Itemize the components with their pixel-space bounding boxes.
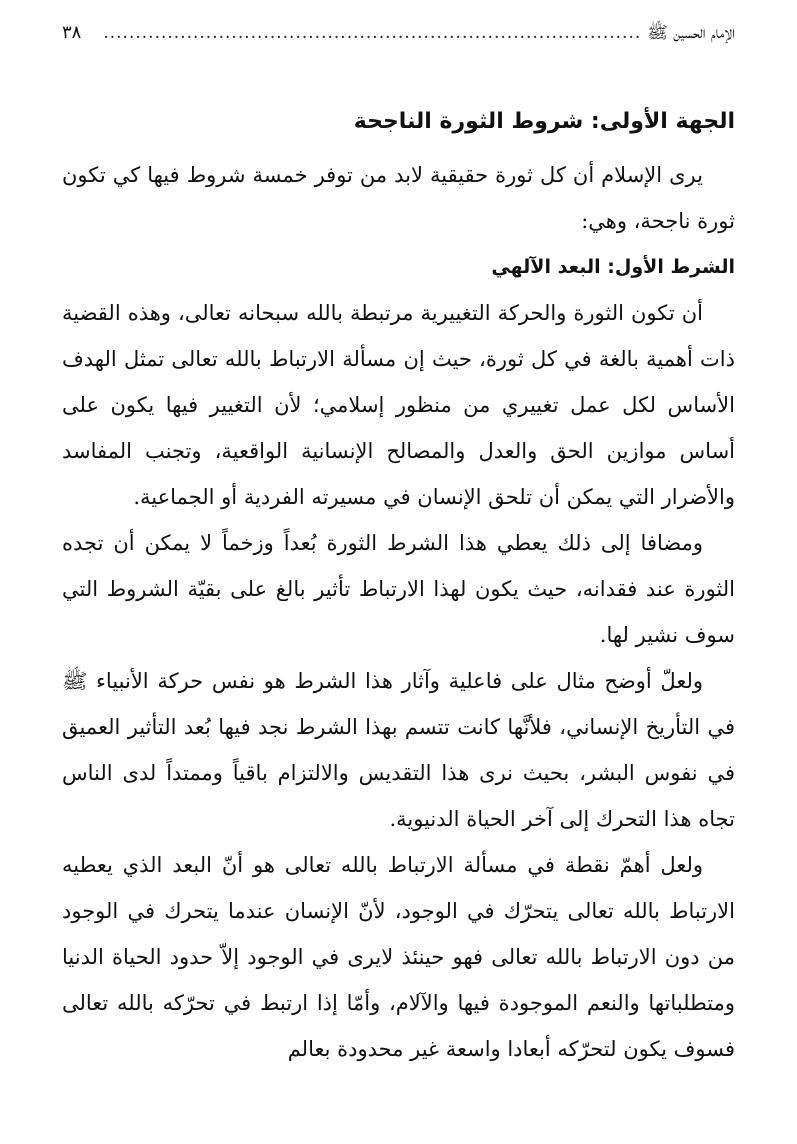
section-heading: الجهة الأولى: شروط الثورة الناجحة: [353, 109, 735, 134]
paragraph-1: أن تكون الثورة والحركة التغييرية مرتبطة بالله سبحانه تعالى، وهذه القضية ذات أهمية بالغة في كل ثورة، حيث إن مسألة الارتباط بالله تعالى تمثل الهدف الأساس لكل عمل تغييري من منظور إسلامي؛ لأن التغيير فيها يكون على أساس موازين الحق والعدل والمصالح الإنسانية الواقعية، وتجنب المفاسد والأضرار التي يمكن أن تلحق الإنسان في مسيرته الفردية أو الجماعية.: [62, 301, 735, 509]
intro-paragraph: يرى الإسلام أن كل ثورة حقيقية لابد من توفر خمسة شروط فيها كي تكون ثورة ناجحة، وهي:: [62, 163, 735, 233]
page-number: ٣٨: [62, 22, 82, 43]
running-header: [62, 22, 735, 58]
paragraph-3: ولعلّ أوضح مثال على فاعلية وآثار هذا الشرط هو نفس حركة الأنبياء ﷺ في التأريخ الإنساني، فلأنَّها كانت تتسم بهذا الشرط نجد فيها بُعد التأثير العميق في نفوس البشر، بحيث نرى هذا التقديس والالتزام باقياً وممتداً لدى الناس تجاه هذا التحرك إلى آخر الحياة الدنيوية.: [62, 669, 735, 831]
paragraph-4: ولعل أهمّ نقطة في مسألة الارتباط بالله تعالى هو أنّ البعد الذي يعطيه الارتباط بالله تعالى يتحرّك في الوجود، لأنّ الإنسان عندما يتحرك في الوجود من دون الارتباط بالله تعالى فهو حينئذ لايرى في الوجود إلاّ حدود الحياة الدنيا ومتطلباتها والنعم الموجودة فيها والآلام، وأمّا إذا ارتبط في تحرّكه بالله تعالى فسوف يكون لتحرّكه أبعادا واسعة غير محدودة بعالم: [62, 853, 735, 1061]
sub-heading: الشرط الأول: البعد الآلهي: [491, 256, 735, 278]
running-title: الإمام الحسين ﷺ: [647, 23, 735, 43]
leader-dots: ....................................................................................: [103, 23, 642, 43]
paragraph-2: ومضافا إلى ذلك يعطي هذا الشرط الثورة بُعداً وزخماً لا يمكن أن تجده الثورة عند فقدانه، حيث يكون لهذا الارتباط تأثير بالغ على بقيّة الشروط التي سوف نشير لها.: [62, 531, 735, 647]
